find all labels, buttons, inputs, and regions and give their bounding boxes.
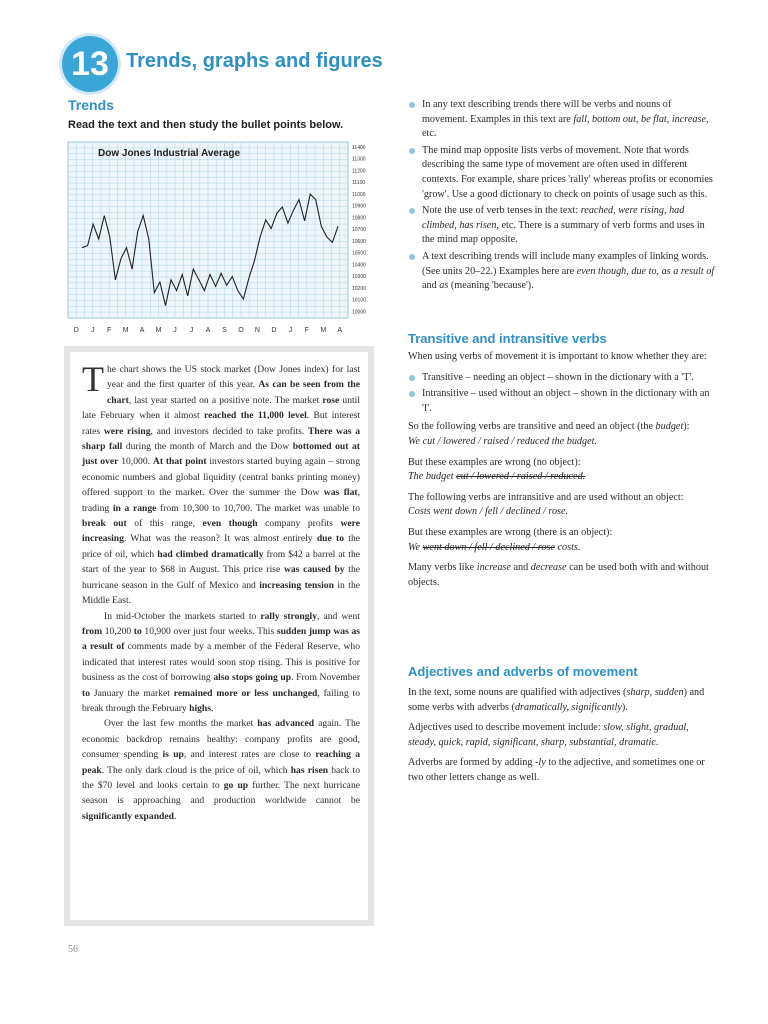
bullet-icon xyxy=(409,148,415,154)
x-tick-label: A xyxy=(337,327,343,334)
article-text xyxy=(70,352,368,920)
y-tick-label: 10900 xyxy=(352,203,366,210)
y-tick-label: 11100 xyxy=(352,180,366,187)
transitive-para-5 xyxy=(408,561,718,590)
transitive-para-4 xyxy=(408,526,718,555)
article-paragraph-1 xyxy=(82,359,361,609)
y-tick-label: 10300 xyxy=(352,274,366,281)
unit-number-badge: 13 xyxy=(62,36,118,92)
rich-text: Adverbs are formed by adding -ly to the adjective, and sometimes one or two other letters change as well. xyxy=(408,757,705,783)
transitive-para-3 xyxy=(408,491,718,520)
transitive-list xyxy=(408,371,718,417)
x-tick-label: A xyxy=(139,327,145,334)
rich-text: Adjectives used to describe movement include: slow, slight, gradual, steady, quick, rapid, significant, sharp, substantial, dramatic. xyxy=(408,722,689,748)
bullet-item: Intransitive – used without an object – shown in the dictionary with an 'I'. xyxy=(408,387,718,416)
unit-title: Trends, graphs and figures xyxy=(126,50,383,72)
example-4-struck: went down / fell / declined / rose xyxy=(422,541,555,553)
y-tick-label: 11300 xyxy=(352,156,366,163)
bullet-item: A text describing trends will include many examples of linking words. (See units 20–22.) Examples here are even though, due to, as a result of and as (meaning 'because'). xyxy=(408,250,718,294)
transitive-para-4-text: But these examples are wrong (there is an object): xyxy=(408,526,613,538)
adjectives-para-3 xyxy=(408,756,718,785)
rich-text: In the text, some nouns are qualified with adjectives (sharp, sudden) and some verbs with adverbs (dramatically, significantly). xyxy=(408,687,705,713)
y-tick-label: 10400 xyxy=(352,262,366,269)
bullet-icon xyxy=(409,254,415,260)
article-paragraph-2 xyxy=(82,609,360,717)
transitive-para-1 xyxy=(408,420,718,449)
trend-notes-list xyxy=(408,98,718,294)
example-2-struck: cut / lowered / raised / reduced. xyxy=(456,471,586,483)
x-tick-label: N xyxy=(254,327,260,334)
transitive-para-3-text: The following verbs are intransitive and are used without an object: xyxy=(408,491,684,503)
x-tick-label: D xyxy=(73,327,79,334)
y-tick-label: 10800 xyxy=(352,215,366,222)
x-tick-label: M xyxy=(122,327,129,334)
x-tick-label: J xyxy=(173,327,177,334)
chart-title: Dow Jones Industrial Average xyxy=(98,148,241,159)
adjectives-heading: Adjectives and adverbs of movement xyxy=(408,664,638,679)
rich-text: he chart shows the US stock market (Dow Jones index) for last year and the first quarter of this year. As can be seen from the chart, last year started on a positive note. The market rose until late February when it almost reached the 11,000 level. But interest rates were rising, and investors decided to take profits. There was a sharp fall during the month of March and the Dow bottomed out at just over 10,000. At that point investors started buying again – strong economic numbers and global liquidity (central banks printing money) offered support to the market. Over the summer the Dow was flat, trading in a range from 10,300 to 10,700. The market was unable to break out of this range, even though company profits were increasing. What was the reason? It was almost entirely due to the price of oil, which had climbed dramatically from $42 a barrel at the start of the year to $68 in August. This price rise was caused by the hurricane season in the Gulf of Mexico and increasing tension in the Middle East. xyxy=(82,364,361,607)
page-number: 56 xyxy=(68,944,78,955)
x-tick-label: F xyxy=(304,327,309,334)
chart-svg xyxy=(66,140,366,338)
y-tick-label: 10600 xyxy=(352,238,366,245)
example-1: We cut / lowered / raised / reduced the budget. xyxy=(408,435,597,447)
bullet-item: Note the use of verb tenses in the text: reached, were rising, had climbed, has risen, etc. There is a summary of verb forms and uses in the mind map opposite. xyxy=(408,204,718,248)
dow-jones-chart xyxy=(66,140,366,338)
bullet-icon xyxy=(409,102,415,108)
example-2-prefix: The budget xyxy=(408,471,457,483)
example-4-prefix: We xyxy=(408,541,423,553)
x-tick-label: F xyxy=(107,327,112,334)
y-tick-label: 10200 xyxy=(352,285,366,292)
x-tick-label: A xyxy=(205,327,211,334)
x-tick-label: J xyxy=(288,327,293,334)
rich-text: So the following verbs are transitive and need an object (the budget): xyxy=(408,421,690,433)
transitive-heading: Transitive and intransitive verbs xyxy=(408,331,607,346)
bullet-item: The mind map opposite lists verbs of movement. Note that words describing the same type of movement are often used in different contexts. For example, share prices 'rally' whereas profits or economies 'grow'. Use a good dictionary to check on points of usage such as this. xyxy=(408,144,718,202)
trend-notes xyxy=(408,98,718,296)
bullet-icon xyxy=(409,375,415,381)
rich-text: Over the last few months the market has advanced again. The economic backdrop remains healthy: company profits are good, consumer spending is up, and interest rates are close to reaching a peak. The only dark cloud is the price of oil, which has risen back to the $70 level and looks certain to go up further. The next hurricane season is approaching and production worldwide cannot be significantly expanded. xyxy=(82,718,361,822)
transitive-section xyxy=(408,350,718,596)
adjectives-para-1 xyxy=(408,686,718,715)
trends-heading: Trends xyxy=(68,97,114,113)
y-tick-label: 11200 xyxy=(352,168,366,175)
transitive-para-2-text: But these examples are wrong (no object): xyxy=(408,456,581,468)
transitive-intro: When using verbs of movement it is important to know whether they are: xyxy=(408,351,707,362)
bullet-item: In any text describing trends there will be verbs and nouns of movement. Examples in this text are fall, bottom out, be flat, increase, etc. xyxy=(408,98,718,142)
y-tick-label: 11000 xyxy=(352,191,366,198)
y-tick-label: 10100 xyxy=(352,297,366,304)
bullet-icon xyxy=(409,391,415,397)
article-paragraph-3 xyxy=(82,716,360,824)
bullet-item: Transitive – needing an object – shown in the dictionary with a 'T'. xyxy=(408,371,718,386)
x-tick-label: D xyxy=(271,327,277,334)
bullet-icon xyxy=(409,208,415,214)
rich-text: In mid-October the markets started to rally strongly, and went from 10,200 to 10,900 over just four weeks. This sudden jump was as a result of comments made by a member of the Federal Reserve, who indicated that interest rates would soon stop rising. This is positive for business as the cost of borrowing also stops going up. From November to January the market remained more or less unchanged, failing to break through the February highs. xyxy=(82,610,361,714)
drop-cap: T xyxy=(82,359,104,399)
y-tick-label: 11400 xyxy=(352,145,366,151)
example-3: Costs went down / fell / declined / rose. xyxy=(408,506,569,518)
rich-text: Many verbs like increase and decrease can be used both with and without objects. xyxy=(408,562,709,588)
x-tick-label: J xyxy=(90,327,95,334)
transitive-para-2 xyxy=(408,456,718,485)
article-box xyxy=(64,346,374,926)
x-tick-label: S xyxy=(222,327,227,334)
y-tick-label: 10500 xyxy=(352,250,366,257)
example-4-suffix: costs. xyxy=(554,541,581,553)
x-tick-label: J xyxy=(189,327,194,334)
y-tick-label: 10000 xyxy=(352,309,366,316)
adjectives-section xyxy=(408,686,718,792)
x-tick-label: O xyxy=(238,327,244,334)
x-tick-label: M xyxy=(320,327,327,334)
y-tick-label: 10700 xyxy=(352,227,366,234)
trends-intro: Read the text and then study the bullet points below. xyxy=(68,119,344,131)
adjectives-para-2 xyxy=(408,721,718,750)
x-tick-label: M xyxy=(155,327,162,334)
